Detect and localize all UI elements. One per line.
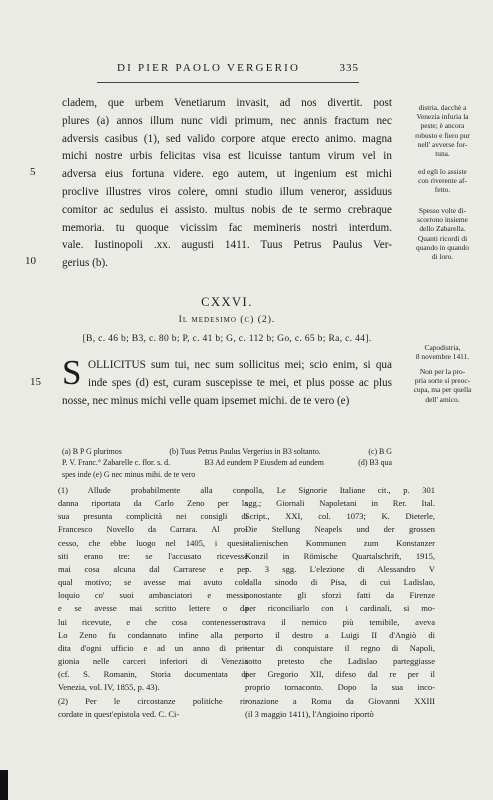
margin-note-line: Non per la pro- [419,367,466,376]
footnote-line: (cf. S. Romanin, Storia documentata di [58,669,248,680]
text-line: cladem, que urbem Venetiarum invasit, ad nos divertit. post [62,97,392,109]
apparatus-entry: P. V. Franc.° Zabarelle c. flor. s. d. [62,458,171,468]
margin-note-line: di loro. [431,252,454,262]
footnote-line: tentar di conquistare il regno di Napoli, [245,642,435,653]
footnote-line: (2) Per le circostanze politiche ri- [58,695,248,706]
footnote-line: Venezia, vol. IV, 1855, p. 43). [58,682,160,693]
letter-body-continued [62,393,392,411]
footnote-line: lui ricevute, e che cosa contenessero. [58,616,248,627]
margin-note-line: tuna. [435,149,450,159]
footnote-line: per Gregorio XII, difeso dal re per il [245,669,435,680]
page-edge-shadow [0,770,8,800]
footnote-line: Konzil in Römische Quartalschrift, 1915, [245,550,435,561]
footnote-line: sotto pretesto che Ladislao parteggiasse [245,656,435,667]
margin-note [400,103,485,158]
text-line: nosse, nec minus michi velle quam ipsemet michi. de te vero (e) [62,394,350,407]
footnote-line: (il 3 maggio 1411), l'Angioino riportò [245,708,374,719]
drop-capital: S [62,353,82,392]
footnote-line: nonostante gli sforzi fatti da Firenze [245,590,435,601]
footnote-line: (1) Allude probabilmente alla con- [58,485,248,495]
margin-note-line: Spesso volte di- [418,206,467,215]
footnote-line: mai cosa alcuna dal Carrarese e per [58,563,248,574]
margin-note-line: scorrono insieme [417,215,468,225]
header-rule [97,82,359,83]
text-line: gerius (b). [62,257,108,270]
letter-body-start [88,357,392,393]
page-number: 335 [339,62,359,74]
footnote-line: gionia nelle carceri inferiori di Venezia [58,656,248,667]
footnote-line: sgg.; Giornali Napoletani in Rer. Ital. [245,498,435,509]
footnote-line: strava il nemico più temibile, aveva [245,616,435,627]
footnotes-right-column [245,484,435,721]
text-line: plures (a) annos illum nunc vidi primum, nec annis fractum nec [62,114,392,127]
footnote-line: polla, Le Signorie Italiane cit., p. 301 [245,485,435,495]
margin-note-line: cupa, ma per quella [413,385,472,395]
margin-note-line: peste; è ancora [420,121,465,131]
text-line: proclive illustres viros colere, omni studio illum veneror, assiduus [62,185,392,198]
footnote-line: loquio co' suoi ambasciatori e messi; [58,590,248,601]
line-number: 15 [30,376,41,388]
apparatus-entry: (b) Tuus Petrus Paulus Vergerius in B3 soltanto. [169,447,321,456]
margin-note-line: robusto e fiero pur [415,130,470,140]
text-line: adversis casibus (1), sed valido corpore atque erecto animo. magna [62,132,392,145]
footnote-line: siti erano tre: se l'accusato ricevesse [58,550,248,561]
line-number: 10 [25,255,36,267]
margin-note-line: Capodistria, [424,343,461,352]
footnote-line: ronazione a Roma da Giovanni XXIII [245,695,435,706]
apparatus-entry: B3 Ad eundem P Eiusdem ad eundem [204,458,324,468]
footnote-line: cesso, che ebbe luogo nel 1405, i quesi- [58,537,248,548]
apparatus-entry: (d) B3 qua [358,458,392,468]
apparatus-entry: (c) B G [368,447,392,456]
footnote-line: dalla sinodo di Pisa, di cui Ladislao, [245,577,435,588]
footnote-line: danna riportata da Carlo Zeno per la [58,498,248,509]
footnote-line: dita d'ogni ufficio e ad un anno di pri- [58,642,248,653]
footnote-line: proprio tornaconto. Dopo la sua inco- [245,682,435,693]
footnote-line: Lo Zeno fu condannato infine alla per- [58,629,248,640]
footnote-line: Script., XXI, col. 1073; K. Dieterle, [245,511,435,522]
text-line: OLLICITUS sum tui, nec sum sollicitus mei; scio enim, si qua [88,359,392,371]
footnote-line: e se avesse mai scritto lettere o da [58,603,248,614]
margin-note-line: Venezia infuria la [416,112,469,122]
footnote-line: Die Stellung Neapels und der grossen [245,524,435,535]
apparatus-entry: spes inde (e) G nec minus mihi. de te vero [62,469,196,479]
apparatus-row [62,469,392,480]
apparatus-row [62,457,392,468]
margin-note-line: fetto. [434,185,451,195]
footnote-line: italienischen Kommunen zum Konstanzer [245,537,435,548]
text-line: michi nostre urbis felicitas visa est licuisse tantum virum vel in [62,150,392,163]
running-title: DI PIER PAOLO VERGERIO [117,62,301,74]
document-number: CXXVI. [201,295,253,309]
footnote-line: porto il destro a Luigi II d'Angiò di [245,629,435,640]
margin-note-line: nell' avverse for- [417,139,468,149]
footnotes-left-column [58,484,248,721]
margin-note-line: dell' amico. [425,394,460,404]
letter-ending [62,95,392,273]
margin-note-line: distria, dacchè a [418,103,467,112]
manuscript-sources: [B, c. 46 b; B3, c. 80 b; P, c. 41 b; G, c. 112 b; Go, c. 65 b; Ra, c. 44]. [82,333,372,344]
apparatus-entry: (a) B P G plurimos [62,447,122,456]
margin-note-line: con riverente af- [418,176,467,186]
margin-note-line: Quanti ricordi di [417,233,468,243]
line-number: 5 [30,166,36,178]
margin-note-line: pria sorte si preoc- [414,376,471,386]
margin-note [400,206,485,261]
text-line: vale. Iustinopoli .xx. augusti 1411. Tuus Petrus Paulus Ver- [62,239,392,252]
margin-note-line: 8 novembre 1411. [415,352,470,362]
margin-note [400,167,485,195]
critical-apparatus [62,446,392,480]
footnote-line: cordate in quest'epistola ved. C. Ci- [58,708,180,719]
margin-note-date [400,343,485,361]
footnote-line: per riconciliarlo con i cardinali, si mo- [245,603,435,614]
text-line: adversa eius fortuna videre. ego autem, ut ingenium est michi [62,168,392,181]
footnote-line: Francesco Novello da Carrara. Al pro- [58,524,248,535]
footnote-line: sua presunta complicità nei consigli di [58,511,248,522]
text-line: comitor ac sedulus ei assisto. multus nobis de te sermo crebraque [62,203,392,216]
margin-note [400,367,485,404]
margin-note-line: ed egli lo assiste [418,167,467,176]
footnote-line: p. 3 sgg. L'elezione di Alessandro V [245,563,435,574]
running-header [97,62,359,80]
apparatus-row [62,446,392,457]
document-heading: Il medesimo (c) (2). [178,314,276,325]
margin-note-line: dello Zabarella. [419,224,466,234]
margin-note-line: quando in quando [416,242,469,252]
footnote-line: qual motivo; se avesse mai avuto col- [58,577,248,588]
text-line: memoria. tu quoque vicissim fac memineris nostri interdum. [62,221,392,234]
text-line: inde spes (d) est, curam suscepisse te mei, et plus posse ac plus [88,376,392,389]
